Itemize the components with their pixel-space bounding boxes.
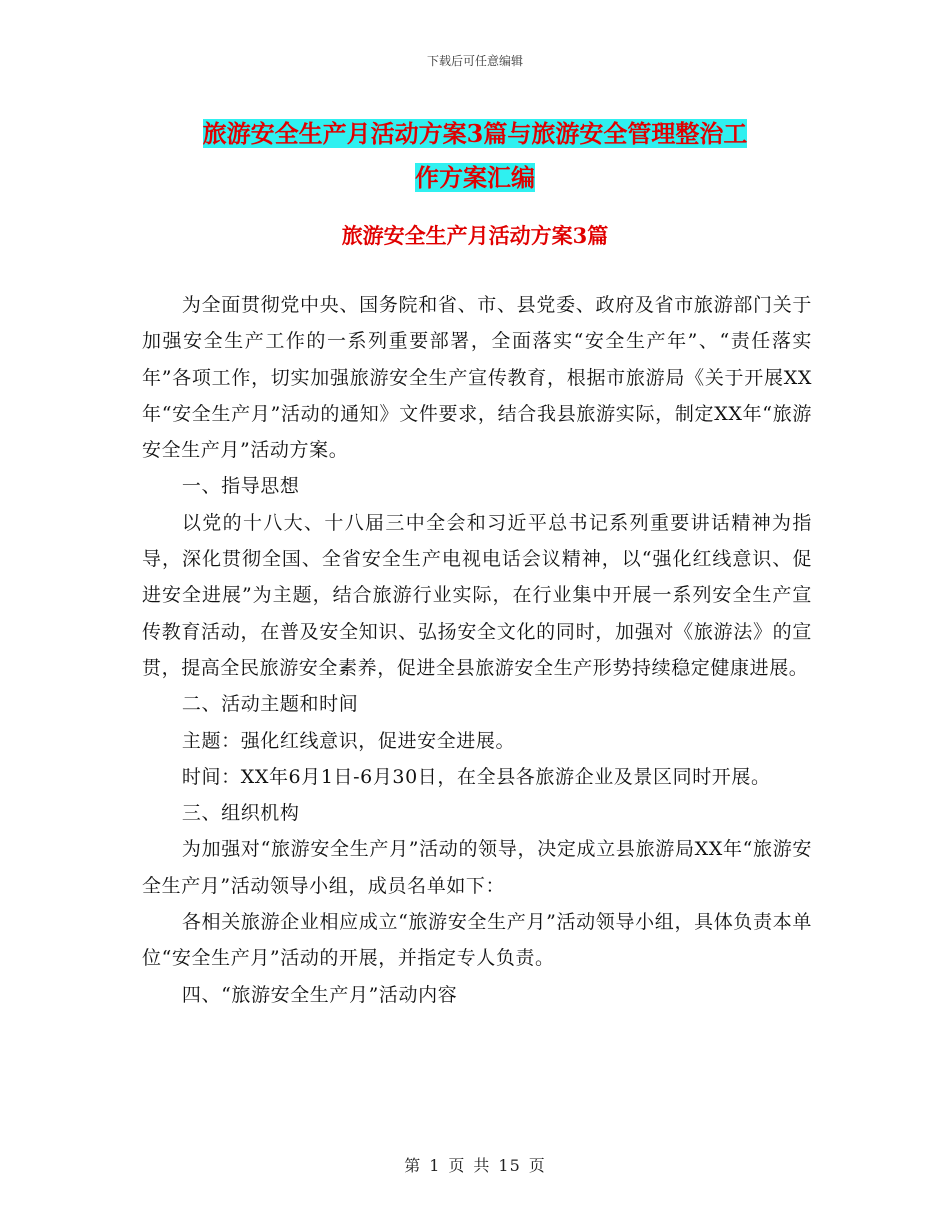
footer-gong: 共: [473, 1156, 491, 1175]
body-text: [142, 287, 812, 1013]
section-title: 旅游安全生产月活动方案3篇: [341, 223, 609, 248]
title-line-1: 旅游安全生产月活动方案3篇与旅游安全管理整治工: [202, 119, 748, 148]
header-note: 下载后可任意编辑: [426, 54, 523, 68]
page-footer: [0, 1153, 950, 1176]
footer-ye: 页: [448, 1156, 466, 1175]
paragraph-organization: 为加强对“旅游安全生产月”活动的领导，决定成立县旅游局XX年“旅游安全生产月”活动领导小组，成员名单如下：: [142, 838, 812, 897]
paragraph-time: 时间：XX年6月1日-6月30日，在全县各旅游企业及景区同时开展。: [181, 765, 771, 788]
page-number: 1: [429, 1156, 441, 1175]
paragraph-theme: 主题：强化红线意识，促进安全进展。: [181, 729, 516, 752]
paragraph-guiding-ideology: 以党的十八大、十八届三中全会和习近平总书记系列重要讲话精神为指导，深化贯彻全国、全省安全生产电视电话会议精神，以“强化红线意识、促进安全进展”为主题，结合旅游行业实际，在行业集中开展一系列安全生产宣传教育活动，在普及安全知识、弘扬安全文化的同时，加强对《旅游法》的宣贯，提高全民旅游安全素养，促进全县旅游安全生产形势持续稳定健康进展。: [142, 511, 812, 679]
document-title: [130, 112, 820, 200]
footer-ye2: 页: [528, 1156, 546, 1175]
heading-organization: 三、组织机构: [181, 802, 300, 825]
paragraph-enterprise-groups: 各相关旅游企业相应成立“旅游安全生产月”活动领导小组，具体负责本单位“安全生产月”活动的开展，并指定专人负责。: [142, 911, 812, 970]
heading-theme-and-time: 二、活动主题和时间: [181, 693, 359, 716]
title-line-2: 作方案汇编: [415, 163, 535, 192]
heading-activity-content: 四、“旅游安全生产月”活动内容: [181, 983, 458, 1006]
page-total: 15: [498, 1156, 521, 1175]
paragraph-intro: 为全面贯彻党中央、国务院和省、市、县党委、政府及省市旅游部门关于加强安全生产工作的一系列重要部署，全面落实“安全生产年”、“责任落实年”各项工作，切实加强旅游安全生产宣传教育，根据市旅游局《关于开展XX年“安全生产月”活动的通知》文件要求，结合我县旅游实际，制定XX年“旅游安全生产月”活动方案。: [142, 294, 812, 462]
heading-guiding-ideology: 一、指导思想: [181, 475, 300, 498]
footer-di: 第: [404, 1156, 422, 1175]
